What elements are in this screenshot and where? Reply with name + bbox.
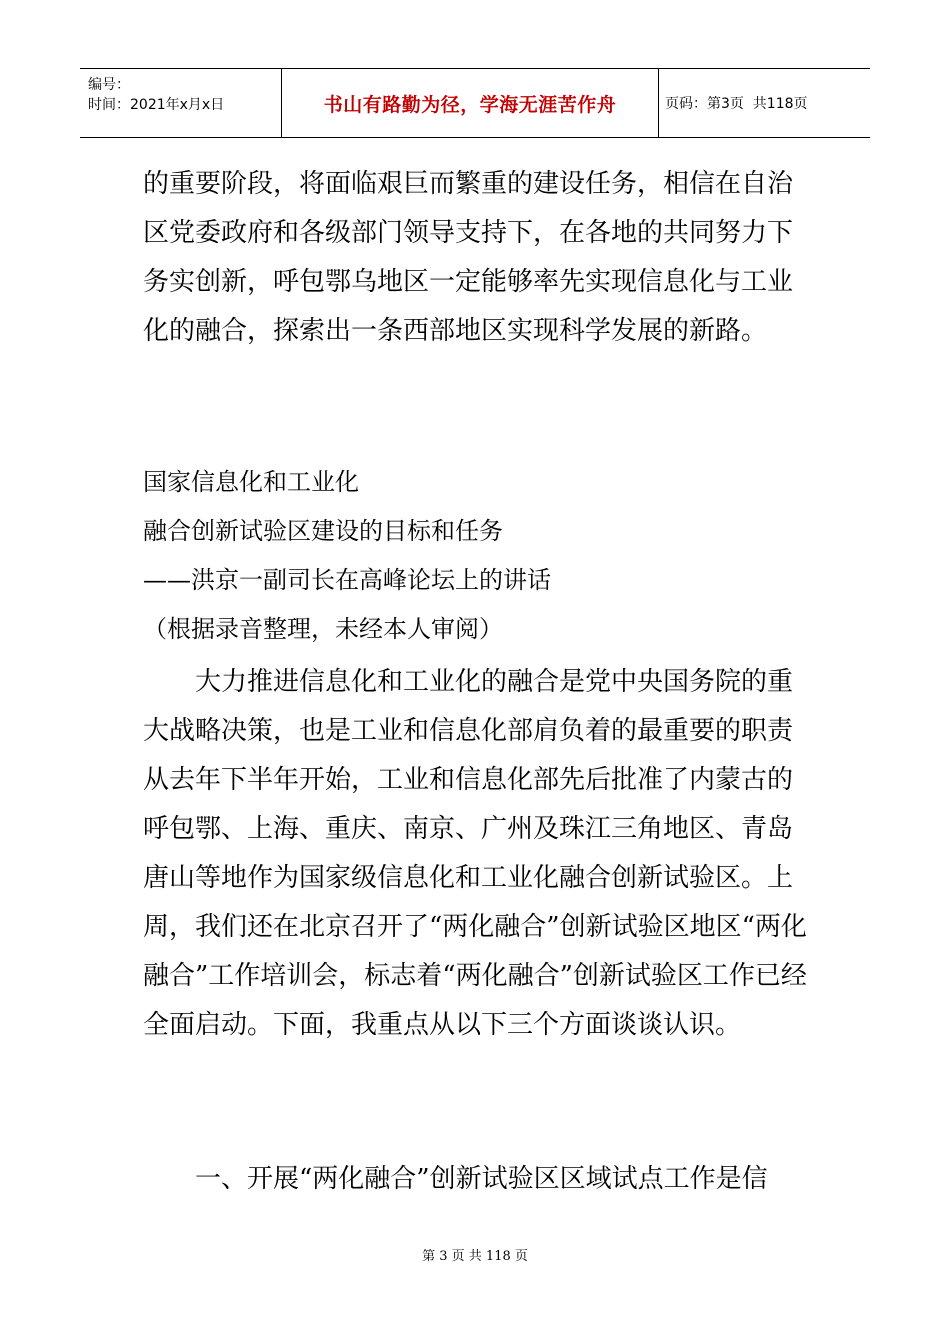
document-number-label: 编号：: [88, 77, 130, 93]
top-paragraph-block: [143, 160, 808, 356]
page-footer: 第 3 页 共 118 页: [422, 1249, 528, 1264]
main-paragraph: 大力推进信息化和工业化的融合是党中央国务院的重大战略决策，也是工业和信息化部肩负着的最重要的职责从去年下半年开始，工业和信息化部先后批准了内蒙古的呼包鄂、上海、重庆、南京、广州及珠江三角地区、青岛唐山等地作为国家级信息化和工业化融合创新试验区。上周，我们还在北京召开了“两化融合”创新试验区地区“两化融合”工作培训会，标志着“两化融合”创新试验区工作已经全面启动。下面，我重点从以下三个方面谈谈认识。: [143, 667, 807, 1040]
page-header: [80, 68, 870, 138]
header-motto: 书山有路勤为径，学海无涯苦作舟: [282, 69, 659, 137]
title-line-1: 国家信息化和工业化: [143, 468, 359, 496]
main-paragraph-block: [143, 658, 808, 1050]
top-paragraph: 的重要阶段，将面临艰巨而繁重的建设任务，相信在自治区党委政府和各级部门领导支持下，在各地的共同努力下务实创新，呼包鄂乌地区一定能够率先实现信息化与工业化的融合，探索出一条西部地区实现科学发展的新路。: [143, 169, 794, 346]
title-line-4: （根据录音整理，未经本人审阅）: [143, 615, 503, 643]
section-heading-block: [143, 1155, 808, 1204]
header-meta: [80, 69, 282, 137]
speech-title-block: [143, 458, 808, 654]
header-page-code: 页码：第3页 共118页: [665, 96, 808, 112]
title-line-3: ——洪京一副司长在高峰论坛上的讲话: [143, 566, 551, 594]
title-line-2: 融合创新试验区建设的目标和任务: [143, 517, 503, 545]
section-heading: 一、开展“两化融合”创新试验区区域试点工作是信: [195, 1164, 768, 1194]
document-time-label: 时间：2021年x月x日: [88, 97, 225, 113]
